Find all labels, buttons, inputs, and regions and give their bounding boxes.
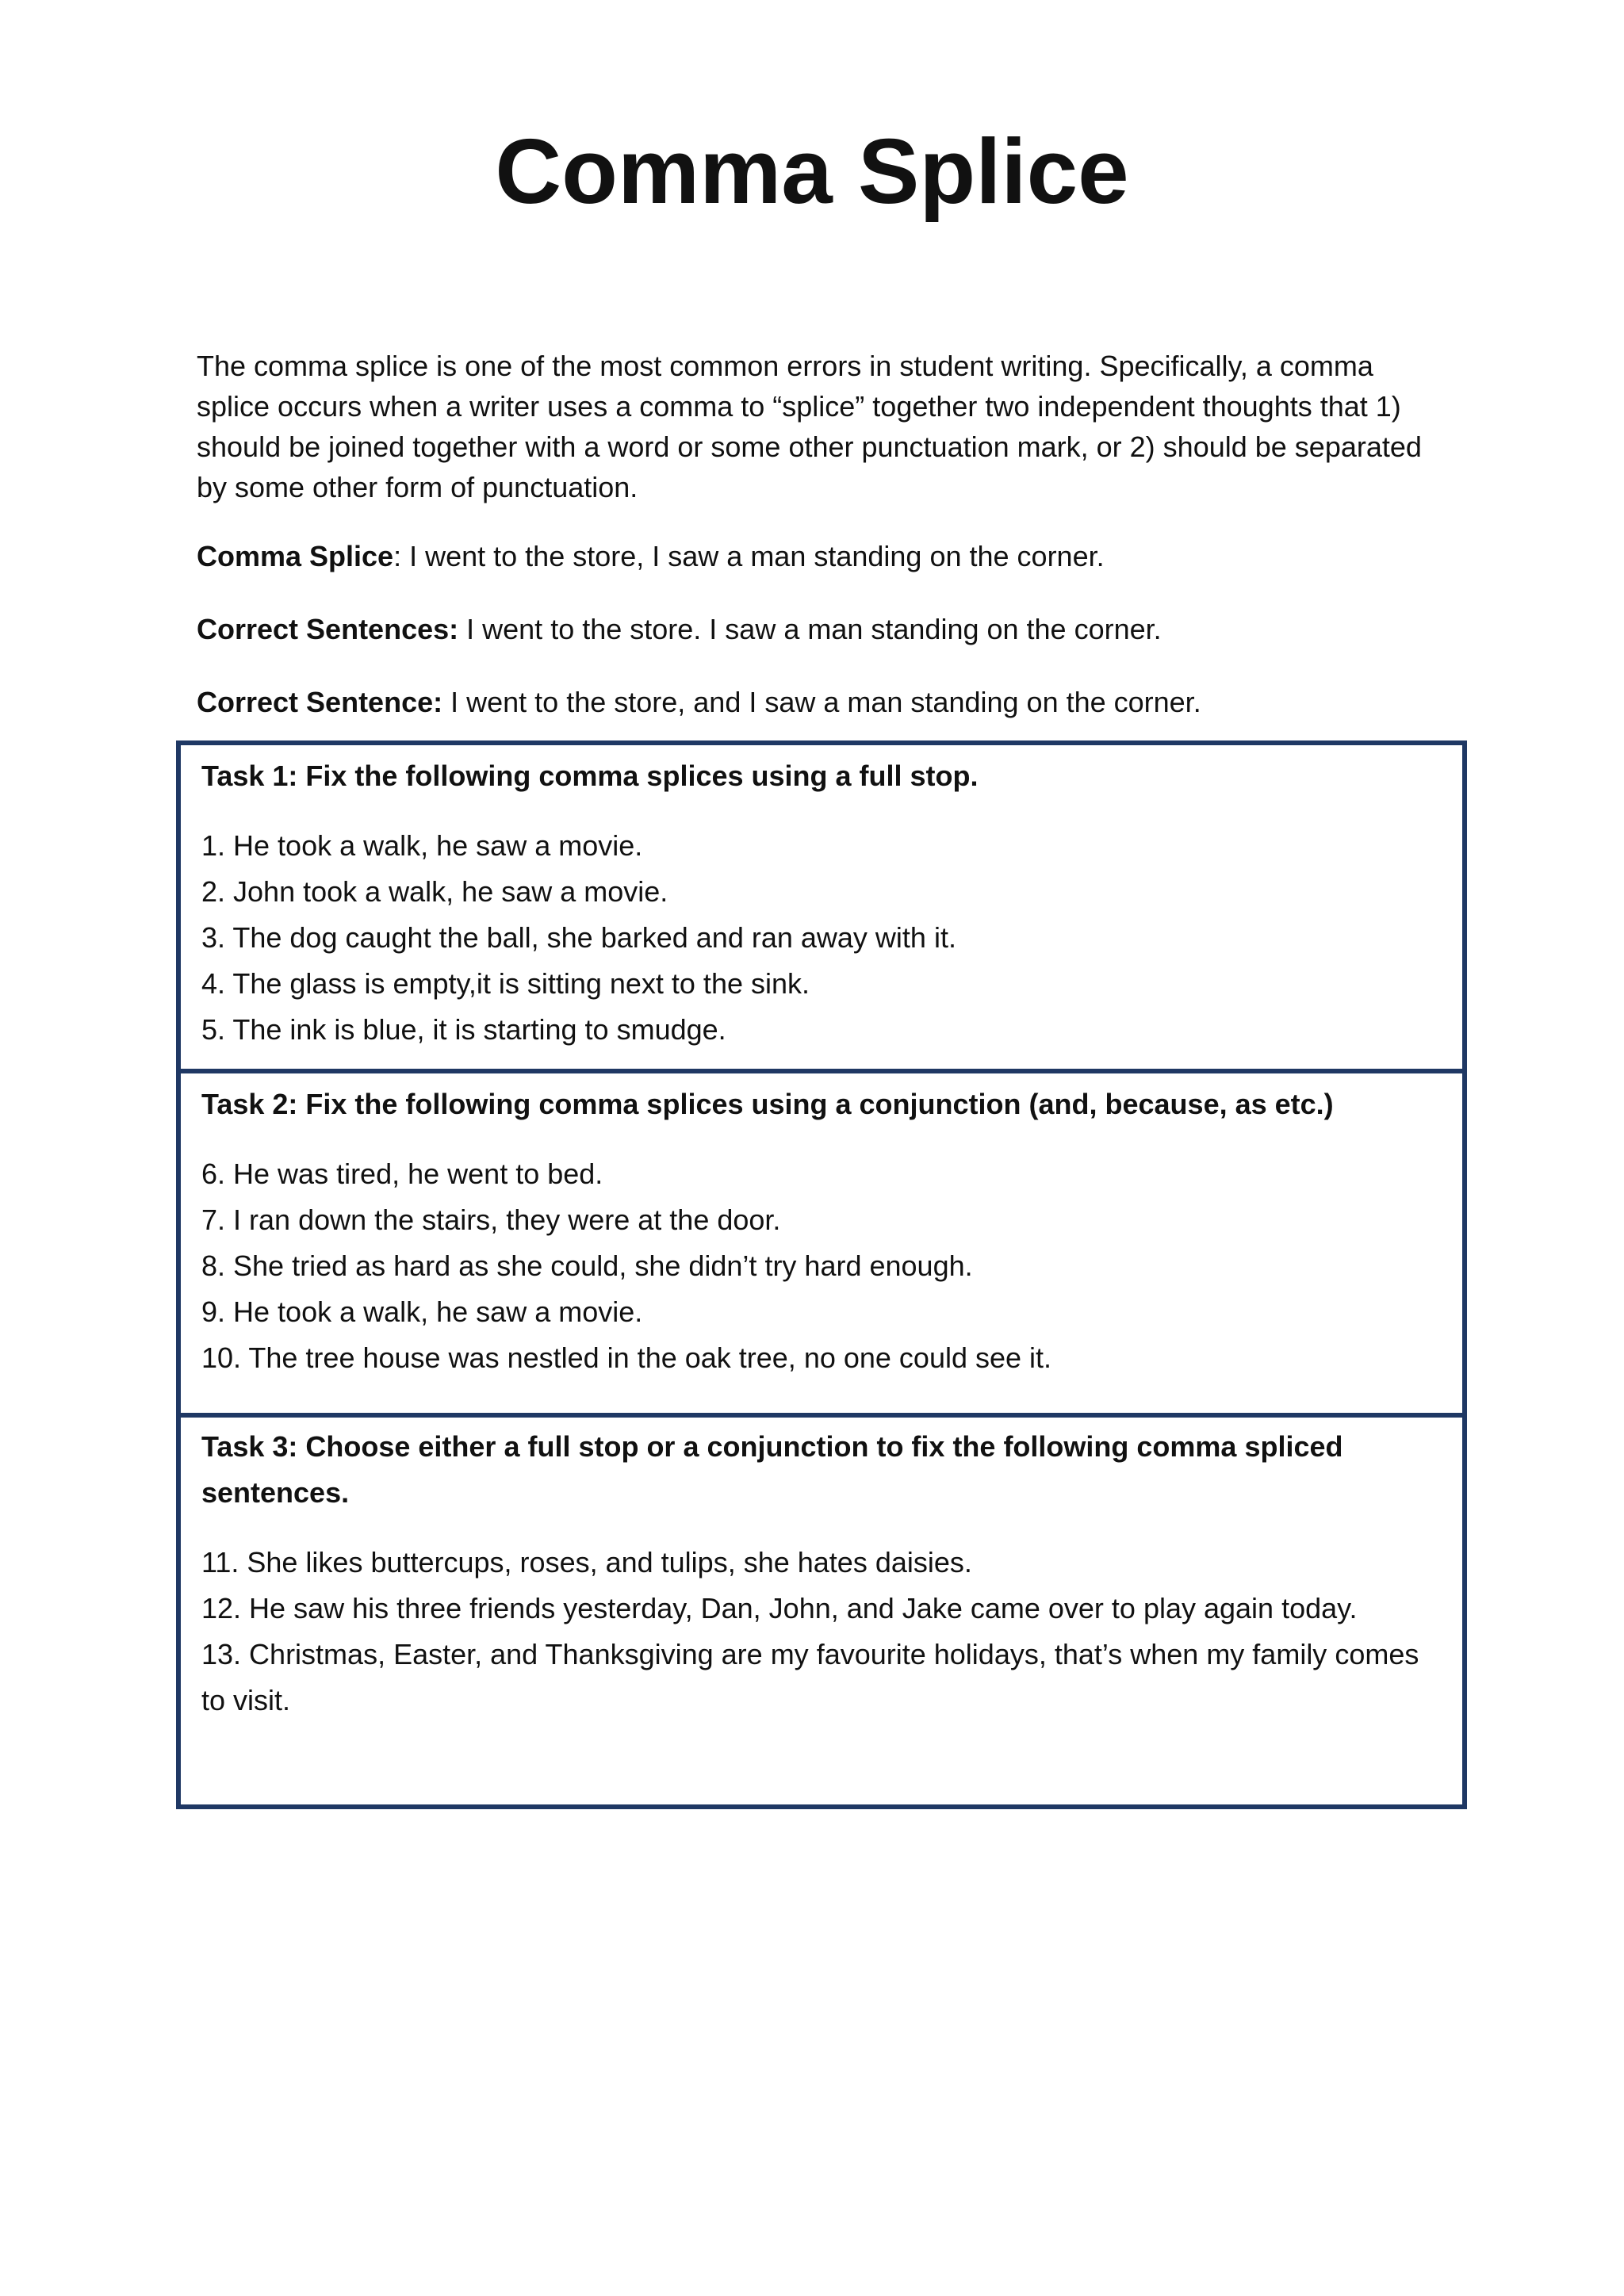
list-item: 7. I ran down the stairs, they were at the door. bbox=[201, 1203, 781, 1236]
list-item: 2. John took a walk, he saw a movie. bbox=[201, 875, 668, 908]
example-label: Correct Sentences: bbox=[197, 613, 459, 645]
list-item: 11. She likes buttercups, roses, and tulips, she hates daisies. bbox=[201, 1546, 972, 1578]
example-text: I went to the store, I saw a man standing on the corner. bbox=[409, 540, 1105, 572]
tasks-box bbox=[176, 740, 1467, 1809]
task-2-section bbox=[181, 1081, 1462, 1381]
task-1-heading: Task 1: Fix the following comma splices using a full stop. bbox=[201, 760, 979, 792]
example-label: Comma Splice bbox=[197, 540, 394, 572]
task-1-section bbox=[181, 753, 1462, 1053]
example-separator bbox=[442, 686, 450, 718]
task-3-section bbox=[181, 1424, 1462, 1724]
list-item: 3. The dog caught the ball, she barked and ran away with it. bbox=[201, 921, 956, 954]
task-3-list bbox=[201, 1540, 1442, 1724]
example-label: Correct Sentence: bbox=[197, 686, 443, 718]
example-separator bbox=[458, 613, 466, 645]
example-comma-splice bbox=[197, 536, 1465, 576]
list-item: 1. He took a walk, he saw a movie. bbox=[201, 829, 643, 862]
intro-paragraph: The comma splice is one of the most common errors in student writing. Specifically, a comma splice occurs when a writer uses a comma to “splice” together two independent thoughts that 1) should be joined together with a word or some other punctuation mark, or 2) should be separated by some other form of punctuation. bbox=[197, 350, 1422, 503]
list-item: 13. Christmas, Easter, and Thanksgiving are my favourite holidays, that’s when my family comes to visit. bbox=[201, 1638, 1419, 1716]
list-item: 9. He took a walk, he saw a movie. bbox=[201, 1295, 643, 1328]
example-text: I went to the store, and I saw a man standing on the corner. bbox=[450, 686, 1201, 718]
task-1-list bbox=[201, 823, 1442, 1053]
list-item: 4. The glass is empty,it is sitting next to the sink. bbox=[201, 967, 810, 1000]
list-item: 12. He saw his three friends yesterday, Dan, John, and Jake came over to play again today. bbox=[201, 1592, 1358, 1624]
task-2-list bbox=[201, 1151, 1442, 1381]
page-title: Comma Splice bbox=[495, 120, 1129, 223]
task-divider bbox=[181, 1413, 1462, 1418]
example-correct-sentence bbox=[197, 682, 1465, 722]
example-text: I went to the store. I saw a man standing on the corner. bbox=[466, 613, 1162, 645]
example-separator: : bbox=[393, 540, 410, 572]
task-3-heading: Task 3: Choose either a full stop or a conjunction to fix the following comma spliced sentences. bbox=[201, 1430, 1343, 1509]
task-2-heading: Task 2: Fix the following comma splices using a conjunction (and, because, as etc.) bbox=[201, 1088, 1334, 1120]
list-item: 6. He was tired, he went to bed. bbox=[201, 1158, 603, 1190]
list-item: 10. The tree house was nestled in the oak tree, no one could see it. bbox=[201, 1341, 1052, 1374]
task-divider bbox=[181, 1069, 1462, 1073]
list-item: 5. The ink is blue, it is starting to smudge. bbox=[201, 1013, 726, 1046]
list-item: 8. She tried as hard as she could, she didn’t try hard enough. bbox=[201, 1249, 973, 1282]
example-correct-sentences bbox=[197, 609, 1465, 649]
